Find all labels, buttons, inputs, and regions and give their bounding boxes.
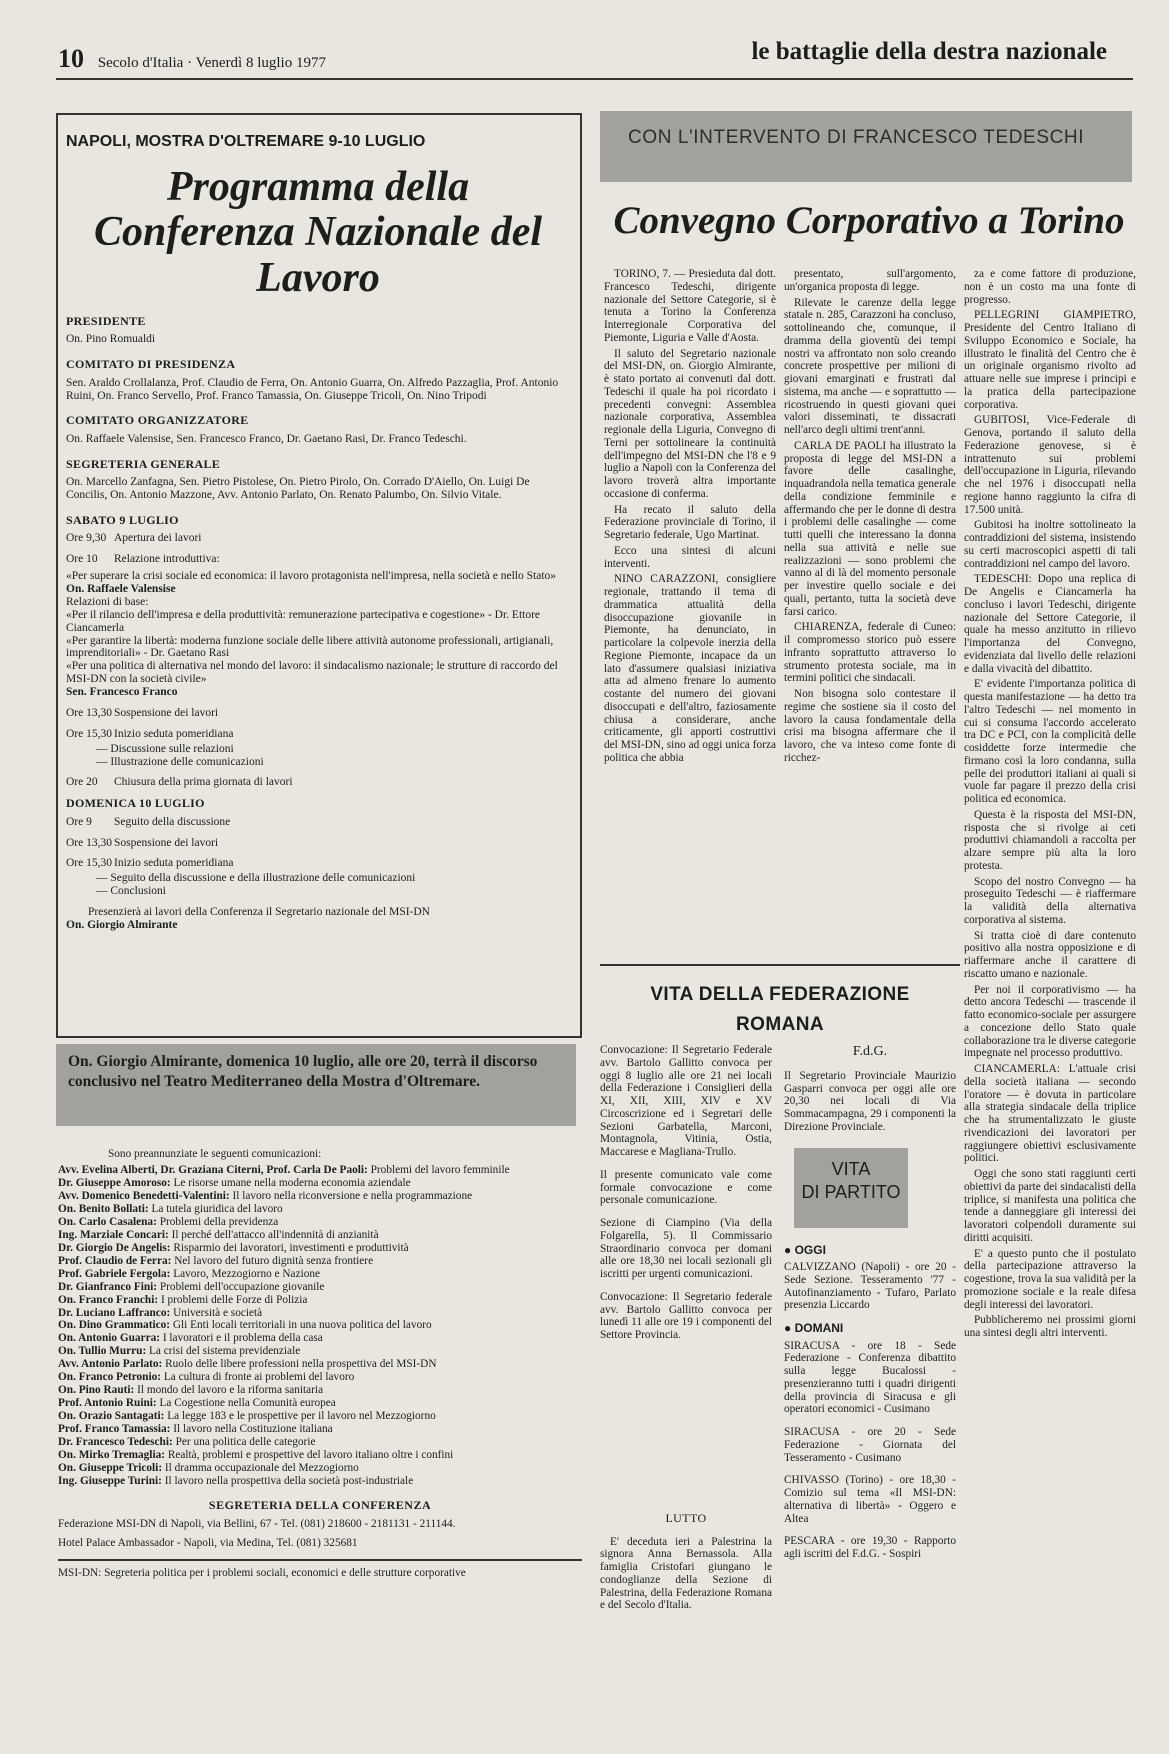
- torino-paragraph: Scopo del nostro Convegno — ha proseguito Tedeschi — è riaffermare la validità della alternativa corporativa al sistema.: [964, 875, 1136, 926]
- section-body-comitato-organizzatore: On. Raffaele Valensise, Sen. Francesco Franco, Dr. Gaetano Rasi, Dr. Franco Tedeschi.: [66, 432, 467, 445]
- vita-federazione-header: [600, 960, 960, 1041]
- communication-item: [58, 1345, 582, 1357]
- communication-item: [58, 1475, 582, 1487]
- domani-heading: ● DOMANI: [784, 1321, 844, 1336]
- schedule-row: Ore 9 Seguito della discussione: [66, 815, 231, 828]
- page-header-left: 10 Secolo d'Italia · Venerdì 8 luglio 1977: [58, 44, 326, 73]
- issue-date: Venerdì 8 luglio 1977: [195, 55, 326, 71]
- communication-topic: La cultura di fronte ai problemi del lavoro: [163, 1371, 355, 1384]
- sabato-title: SABATO 9 LUGLIO: [66, 512, 179, 527]
- communication-name: Dr. Luciano Laffranco:: [58, 1306, 171, 1319]
- communication-topic: La tutela giuridica del lavoro: [151, 1203, 283, 1216]
- relazione-4-author: Sen. Francesco Franco: [66, 686, 178, 699]
- communication-topic: Il lavoro nella prospettiva della società post-industriale: [164, 1474, 414, 1487]
- section-title-segreteria: SEGRETERIA GENERALE: [66, 456, 221, 471]
- communication-topic: Problemi dell'occupazione giovanile: [159, 1280, 325, 1293]
- communication-item: [58, 1216, 582, 1228]
- communication-topic: I problemi delle Forze di Polizia: [160, 1293, 308, 1306]
- communication-topic: Per una politica delle categorie: [175, 1435, 316, 1448]
- torino-banner: CON L'INTERVENTO DI FRANCESCO TEDESCHI: [600, 111, 1132, 182]
- schedule-row: Ore 20 Chiusura della prima giornata di lavori: [66, 776, 293, 789]
- vita-federazione-left: [600, 1044, 772, 1352]
- almirante-highlight: On. Giorgio Almirante, domenica 10 luglio, alle ore 20, terrà il discorso conclusivo nel Teatro Mediterraneo della Mostra d'Oltremare.: [56, 1044, 576, 1126]
- communication-name: Prof. Franco Tamassia:: [58, 1422, 171, 1435]
- segreteria-line-1: Federazione MSI-DN di Napoli, via Bellini, 67 - Tel. (081) 218600 - 2181131 - 211144.: [58, 1518, 456, 1531]
- torino-paragraph: GUBITOSI, Vice-Federale di Genova, portando il saluto della Federazione genovese, si è intrattenuto sui problemi dell'occupazione in Liguria, rilevando che nel 1976 i disoccupati nella regione hanno raggiunto la cifra di 17.500 unità.: [964, 414, 1136, 516]
- relazioni-base-label: Relazioni di base:: [66, 595, 149, 608]
- communication-topic: Problemi della previdenza: [159, 1216, 279, 1229]
- fdg-title: F.d.G.: [852, 1044, 888, 1059]
- schedule-subitem: — Discussione sulle relazioni: [96, 742, 234, 755]
- relazione-1: «Per superare la crisi sociale ed economica: il lavoro protagonista nell'impresa, nella società e nello Stato»: [66, 570, 557, 583]
- communications-list: [58, 1164, 582, 1487]
- communication-name: On. Dino Grammatico:: [58, 1319, 171, 1332]
- program-title: Programma della Conferenza Nazionale del Lavoro: [93, 163, 542, 301]
- torino-paragraph: presentato, sull'argomento, un'organica proposta di legge.: [784, 268, 956, 293]
- communications-block: [58, 1148, 582, 1579]
- communication-name: Dr. Francesco Tedeschi:: [58, 1435, 173, 1448]
- torino-paragraph: E' a questo punto che il postulato della partecipazione attraverso la cogestione, trova la sua validità per la promozione sociale e la reale difesa degli interessi dei lavoratori.: [964, 1247, 1136, 1311]
- communication-item: [58, 1255, 582, 1267]
- relazione-1-author: On. Raffaele Valensise: [66, 583, 176, 596]
- schedule-row: Ore 9,30 Apertura dei lavori: [66, 532, 202, 545]
- communication-item: [58, 1436, 582, 1448]
- federazione-notice: Il presente comunicato vale come formale convocazione e come personale comunicazione.: [600, 1168, 772, 1207]
- torino-paragraph: Ha recato il saluto della Federazione provinciale di Torino, il Segretario federale, Ugo Martinat.: [604, 503, 776, 541]
- schedule-row: Ore 15,30 Inizio seduta pomeridiana: [66, 727, 234, 740]
- vita-partito-box: [794, 1148, 908, 1228]
- communication-name: Avv. Domenico Benedetti-Valentini:: [58, 1190, 230, 1203]
- communication-topic: La legge 183 e le prospettive per il lavoro nel Mezzogiorno: [167, 1409, 436, 1422]
- communication-topic: Gli Enti locali territoriali in una nuova politica del lavoro: [172, 1319, 432, 1332]
- paper-name: Secolo d'Italia: [97, 55, 184, 71]
- federazione-notice: Convocazione: Il Segretario federale avv. Bartolo Gallitto convoca per lunedì 11 alle ore 19 i componenti del Settore Provincia.: [600, 1290, 772, 1341]
- domani-item: PESCARA - ore 19,30 - Rapporto agli iscritti del F.d.G. - Sospiri: [784, 1535, 956, 1561]
- communication-topic: Il lavoro nella Costituzione italiana: [173, 1422, 333, 1435]
- communication-item: [58, 1449, 582, 1461]
- communication-name: On. Benito Bollati:: [58, 1203, 149, 1216]
- communication-topic: Il perché dell'attacco all'indennità di anzianità: [171, 1229, 379, 1242]
- communication-topic: La crisi del sistema previdenziale: [149, 1345, 301, 1358]
- schedule-row: Ore 13,30 Sospensione dei lavori: [66, 706, 219, 719]
- torino-paragraph: CIANCAMERLA: L'attuale crisi della società italiana — secondo l'oratore — è dovuta in particolare alla strategia sindacale della triplice che ha strumentalizzato le giuste rivendicazioni dei lavoratori per raggiungere obiettivi esclusivamente politici.: [964, 1063, 1136, 1165]
- lutto-block: [600, 1490, 772, 1622]
- communication-item: [58, 1462, 582, 1474]
- torino-paragraph: CARLA DE PAOLI ha illustrato la proposta di legge del MSI-DN a favore delle casalinghe, inquadrandola nella tematica generale della condizione femminile e affermando che per le donne di destra i problemi delle casalinghe — come tutti quelli che interessano la donna nella sua attività e nelle sue realizzazioni — sono problemi che vanno al di là del momento personale per investire quello sociale e dei quali, pertanto, tutta la società deve farsi carico.: [784, 439, 956, 618]
- segreteria-title: SEGRETERIA DELLA CONFERENZA: [208, 1497, 432, 1512]
- communication-topic: Risparmio dei lavoratori, investimenti e produttività: [173, 1241, 409, 1254]
- torino-paragraph: TORINO, 7. — Presieduta dal dott. Francesco Tedeschi, dirigente nazionale del Settore Categorie, si è tenuta a Torino la Conferenza Interregionale Corporativa del Piemonte, Liguria e Valle d'Aosta.: [604, 268, 776, 344]
- program-location: NAPOLI, MOSTRA D'OLTREMARE 9-10 LUGLIO: [66, 133, 426, 150]
- federazione-notice: Sezione di Ciampino (Via della Folgarella, 5). Il Commissario Straordinario convoca per domani alle ore 18,30 nei locali sezionali gli iscritti per urgenti comunicazioni.: [600, 1217, 772, 1280]
- vita-rule: [600, 964, 960, 966]
- section-title: le battaglie della destra nazionale: [751, 38, 1107, 65]
- communication-name: Avv. Evelina Alberti, Dr. Graziana Citerni, Prof. Carla De Paoli:: [58, 1164, 368, 1177]
- torino-column-1: [604, 268, 776, 768]
- torino-paragraph: NINO CARAZZONI, consigliere regionale, trattando il tema di drammatica attualità della disoccupazione giovanile in Piemonte, ha denunciato, in particolare la colpevole inerzia della Regione Piemonte, incapace da un lato d'assumere qualsiasi iniziativa atta ad almeno frenare lo aumento costante del numero dei giovani disoccupati e dell'altro, faziosamente chiusa a considerare, anche criticamente, gli apporti costruttivi del MSI-DN, sino ad oggi unica forza politica che abbia: [604, 573, 776, 764]
- torino-title: Convegno Corporativo a Torino: [613, 199, 1125, 242]
- communication-topic: Problemi del lavoro femminile: [370, 1164, 510, 1177]
- vita-federazione-title-2: ROMANA: [736, 1014, 824, 1036]
- section-body-presidente: On. Pino Romualdi: [66, 333, 156, 346]
- communication-item: [58, 1307, 582, 1319]
- communication-name: On. Franco Franchi:: [58, 1293, 159, 1306]
- torino-paragraph: za e come fattore di produzione, non è un costo ma una fonte di progresso.: [964, 268, 1136, 306]
- communication-item: [58, 1203, 582, 1215]
- schedule-subitem: — Conclusioni: [96, 885, 166, 898]
- footer-note: MSI-DN: Segreteria politica per i problemi sociali, economici e delle strutture corporative: [58, 1567, 466, 1579]
- communication-name: On. Tullio Murru:: [58, 1345, 147, 1358]
- torino-column-2: [784, 268, 956, 768]
- communication-name: On. Orazio Santagati:: [58, 1409, 165, 1422]
- torino-paragraph: Non bisogna solo contestare il regime che sostiene sia il costo del lavoro la causa fondamentale della crisi ma bisogna affermare che il lavoro, che va inteso come fonte di ricchez-: [784, 688, 956, 764]
- fdg-text: Il Segretario Provinciale Maurizio Gasparri convoca per oggi alle ore 20,30 nei locali di Via Sommacampagna, 29 i componenti la Direzione Provinciale.: [784, 1069, 956, 1133]
- communication-name: On. Giuseppe Tricoli:: [58, 1461, 163, 1474]
- closing-note: Presenzierà ai lavori della Conferenza il Segretario nazionale del MSI-DN: [88, 906, 430, 919]
- lutto-text: E' deceduta ieri a Palestrina la signora Anna Bernassola. Alla famiglia Cristofari giungano le condoglianze della Sezione di Palestrina, della Federazione Romana e del Secolo d'Italia.: [600, 1535, 772, 1612]
- relazione-3: «Per garantire la libertà: moderna funzione sociale delle libere attività autonome professionali, artigianali, imprenditoriali» - Dr. Gaetano Rasi: [66, 634, 554, 660]
- communications-intro: Sono preannunziate le seguenti comunicazioni:: [108, 1148, 322, 1160]
- communication-topic: I lavoratori e il problema della casa: [162, 1332, 323, 1345]
- torino-paragraph: PELLEGRINI GIAMPIETRO, Presidente del Centro Italiano di Sviluppo Economico e Sociale, ha illustrato le finalità del Centro che è un originale organismo rivolto ad attuare nelle sue imprese i principi e la pratica della partecipazione corporativa.: [964, 309, 1136, 411]
- torino-paragraph: Oggi che sono stati raggiunti certi obiettivi da parte dei sindacalisti della triplice, si manifesta una politica che tende a danneggiare gli interessi dei lavoratori colpendoli duramente sui diritti acquisiti.: [964, 1168, 1136, 1244]
- communication-item: [58, 1242, 582, 1254]
- communication-item: [58, 1332, 582, 1344]
- communication-name: On. Mirko Tremaglia:: [58, 1448, 166, 1461]
- communication-topic: Il mondo del lavoro e la riforma sanitaria: [137, 1384, 324, 1397]
- closing-name: On. Giorgio Almirante: [66, 918, 178, 931]
- torino-paragraph: E' evidente l'importanza politica di questa manifestazione — ha detto tra l'altro Tedeschi — nel momento in cui si consuma l'accordo accelerato tra DC e PCI, con la complicità delle cosiddette forze intermedie che firmano così la loro condanna, sulla pelle dei produttori italiani ai quali si vuole far pagare il prezzo della crisi politica ed economica.: [964, 678, 1136, 805]
- schedule-subitem: — Seguito della discussione e della illustrazione delle comunicazioni: [96, 872, 416, 885]
- schedule-subitem: — Illustrazione delle comunicazioni: [96, 755, 264, 768]
- communication-topic: La Cogestione nella Comunità europea: [159, 1397, 336, 1410]
- communication-name: On. Carlo Casalena:: [58, 1216, 157, 1229]
- section-body-comitato-presidenza: Sen. Araldo Crollalanza, Prof. Claudio de Ferra, On. Antonio Guarra, On. Alfredo Pazzaglia, Prof. Antonio Ruini, On. Franco Servello, Prof. Franco Tamassia, On. Giuseppe Tricoli, On. Nino Tripodi: [66, 376, 559, 402]
- communication-name: Dr. Gianfranco Fini:: [58, 1280, 158, 1293]
- domani-list: [784, 1340, 956, 1561]
- torino-paragraph: Il saluto del Segretario nazionale del MSI-DN, on. Giorgio Almirante, è stato portato ai convenuti dal dott. Tedeschi il quale ha poi ricordato i precedenti convegni: Assemblea nazionale corporativa, Assemblea regionale della Liguria, Convegno di Terni per sottolineare la continuità dell'impegno del MSI-DN che l'8 e 9 luglio a Napoli con la Conferenza del lavoro troverà altra importante occasione di conferma.: [604, 347, 776, 500]
- federazione-notice: Convocazione: Il Segretario Federale avv. Bartolo Gallitto convoca per oggi 8 luglio alle ore 21 nei locali della Federazione i Consiglieri della XI, XII, XIII, XIV e XV Circoscrizione ed i Segretari delle Sezioni Garbatella, Marconi, Montagnola, Vitinia, Ostia, Maccarese e Magliana-Trullo.: [600, 1044, 772, 1158]
- torino-paragraph: CHIARENZA, federale di Cuneo: il compromesso storico può essere infranto soprattutto attraverso lo strumento protesta sociale, ma in termini politici che sindacali.: [784, 621, 956, 685]
- footer-rule: [58, 1559, 582, 1561]
- communication-item: [58, 1177, 582, 1189]
- section-title-comitato-presidenza: COMITATO DI PRESIDENZA: [66, 357, 236, 372]
- communication-name: Prof. Claudio de Ferra:: [58, 1254, 172, 1267]
- communication-topic: Il dramma occupazionale del Mezzogiorno: [164, 1461, 359, 1474]
- torino-paragraph: TEDESCHI: Dopo una replica di De Angelis e Ciancamerla ha concluso i lavori Tedeschi, dirigente nazionale del Settore Categorie, il quale ha messo anzitutto in rilievo l'importanza del Convegno, evidenziata dal livello delle relazioni e dalla vivacità del dibattito.: [964, 573, 1136, 675]
- domani-item: SIRACUSA - ore 20 - Sede Federazione - Giornata del Tesseramento - Cusimano: [784, 1426, 956, 1464]
- communication-item: [58, 1268, 582, 1280]
- communication-name: Prof. Gabriele Fergola:: [58, 1267, 171, 1280]
- domani-item: SIRACUSA - ore 18 - Sede Federazione - Conferenza dibattito sulla legge Bucalossi - presenzieranno tutti i quadri dirigenti della provincia di Siracusa e gli operatori economici - Cusimano: [784, 1339, 956, 1416]
- communication-name: Avv. Antonio Parlato:: [58, 1358, 163, 1371]
- communication-item: [58, 1371, 582, 1383]
- communication-topic: Ruolo delle libere professioni nella prospettiva del MSI-DN: [165, 1358, 437, 1371]
- communication-name: Ing. Marziale Concari:: [58, 1229, 169, 1242]
- section-title-presidente: PRESIDENTE: [66, 313, 146, 328]
- communication-topic: Realtà, problemi e prospettive del lavoro italiano oltre i confini: [167, 1448, 454, 1461]
- communication-name: Dr. Giuseppe Amoroso:: [58, 1177, 171, 1190]
- torino-paragraph: Pubblicheremo nei prossimi giorni una sintesi degli altri interventi.: [964, 1314, 1136, 1339]
- vita-federazione-right: [784, 1044, 956, 1571]
- communication-item: [58, 1190, 582, 1202]
- torino-paragraph: Per noi il corporativismo — ha detto ancora Tedeschi — trascende il fatto economico-sociale per assurgere a concezione dello Stato quale collaborazione tra le diverse categorie impegnate nel processo produttivo.: [964, 983, 1136, 1060]
- communication-name: Prof. Antonio Ruini:: [58, 1397, 157, 1410]
- header-rule: [56, 78, 1133, 80]
- relazione-4: «Per una politica di alternativa nel mondo del lavoro: il sindacalismo nazionale; le strutture di raccordo del MSI-DN con la società civile»: [66, 660, 558, 686]
- vita-partito-title-1: VITA: [831, 1158, 871, 1179]
- communication-item: [58, 1281, 582, 1293]
- torino-column-3: [964, 268, 1136, 1343]
- section-title-comitato-organizzatore: COMITATO ORGANIZZATORE: [66, 413, 249, 428]
- section-body-segreteria: On. Marcello Zanfagna, Sen. Pietro Pistolese, On. Pietro Pirolo, On. Corrado D'Aiello, On. Luigi De Concilis, On. Antonio Mazzone, Avv. Antonio Parlato, On. Renato Palumbo, On. Silvio Vitale.: [66, 476, 530, 502]
- communication-name: Dr. Giorgio De Angelis:: [58, 1241, 171, 1254]
- program-box: [56, 113, 582, 1038]
- communication-name: On. Pino Rauti:: [58, 1384, 135, 1397]
- communication-name: On. Franco Petronio:: [58, 1371, 162, 1384]
- torino-paragraph: Si tratta cioè di dare contenuto positivo alla nostra opposizione e di riaffermare anche il carattere di riscatto umano e nazionale.: [964, 929, 1136, 980]
- communication-topic: Università e società: [173, 1306, 263, 1319]
- communication-name: Ing. Giuseppe Turini:: [58, 1474, 162, 1487]
- communication-topic: Nel lavoro del futuro dignità senza frontiere: [174, 1254, 374, 1267]
- torino-paragraph: Ecco una sintesi di alcuni interventi.: [604, 544, 776, 570]
- lutto-title: LUTTO: [665, 1511, 707, 1525]
- segreteria-line-2: Hotel Palace Ambassador - Napoli, via Medina, Tel. (081) 325681: [58, 1536, 358, 1549]
- communication-item: [58, 1358, 582, 1370]
- torino-paragraph: Gubitosi ha inoltre sottolineato la contraddizioni del sistema, insistendo su certi macroscopici aspetti di tali contraddizioni nel campo del lavoro.: [964, 519, 1136, 570]
- schedule-row: Ore 10 Relazione introduttiva:: [66, 553, 220, 566]
- communication-name: On. Antonio Guarra:: [58, 1332, 160, 1345]
- communication-item: [58, 1164, 582, 1176]
- communication-topic: Le risorse umane nella moderna economia aziendale: [173, 1177, 411, 1190]
- communication-item: [58, 1397, 582, 1409]
- relazione-2: «Per il rilancio dell'impresa e della produttività: remunerazione partecipativa e cogestione» - Dr. Ettore Ciancamerla: [66, 608, 541, 634]
- schedule-row: Ore 13,30 Sospensione dei lavori: [66, 836, 219, 849]
- oggi-heading: ● OGGI: [784, 1242, 826, 1257]
- communication-item: [58, 1319, 582, 1331]
- communication-item: [58, 1229, 582, 1241]
- schedule-row: Ore 15,30 Inizio seduta pomeridiana: [66, 857, 234, 870]
- page-number: 10: [58, 44, 84, 73]
- oggi-item: CALVIZZANO (Napoli) - ore 20 - Sede Sezione. Tesseramento '77 - Autofinanziamento - Tufaro, Parlato presenzia Liccardo: [784, 1261, 956, 1312]
- communication-item: [58, 1410, 582, 1422]
- communication-item: [58, 1423, 582, 1435]
- vita-federazione-title-1: VITA DELLA FEDERAZIONE: [650, 984, 910, 1005]
- communication-topic: Il lavoro nella riconversione e nella programmazione: [232, 1190, 473, 1203]
- domenica-title: DOMENICA 10 LUGLIO: [66, 796, 205, 811]
- domani-item: CHIVASSO (Torino) - ore 18,30 - Comizio sul tema «Il MSI-DN: alternativa di libertà» - Oggero e Altea: [784, 1474, 956, 1525]
- torino-paragraph: Questa è la risposta del MSI-DN, risposta che si rivolge ai ceti produttivi chiamandoli a raccolta per alzare sempre più alta la loro protesta.: [964, 808, 1136, 872]
- communication-topic: Lavoro, Mezzogiorno e Nazione: [173, 1267, 321, 1280]
- vita-partito-title-2: DI PARTITO: [801, 1181, 901, 1202]
- torino-paragraph: Rilevate le carenze della legge statale n. 285, Carazzoni ha concluso, sottolineando che, comunque, il dramma della gioventù dei tempi nostri va affrontato non solo creando concrete prospettive per milioni di giovani emarginati e frustrati dal sistema, ma anche — e soprattutto — ricostruendo in questi giovani quei valori disseminati, te dissacrati nell'arco degli ultimi trent'anni.: [784, 296, 956, 436]
- communication-item: [58, 1294, 582, 1306]
- communication-item: [58, 1384, 582, 1396]
